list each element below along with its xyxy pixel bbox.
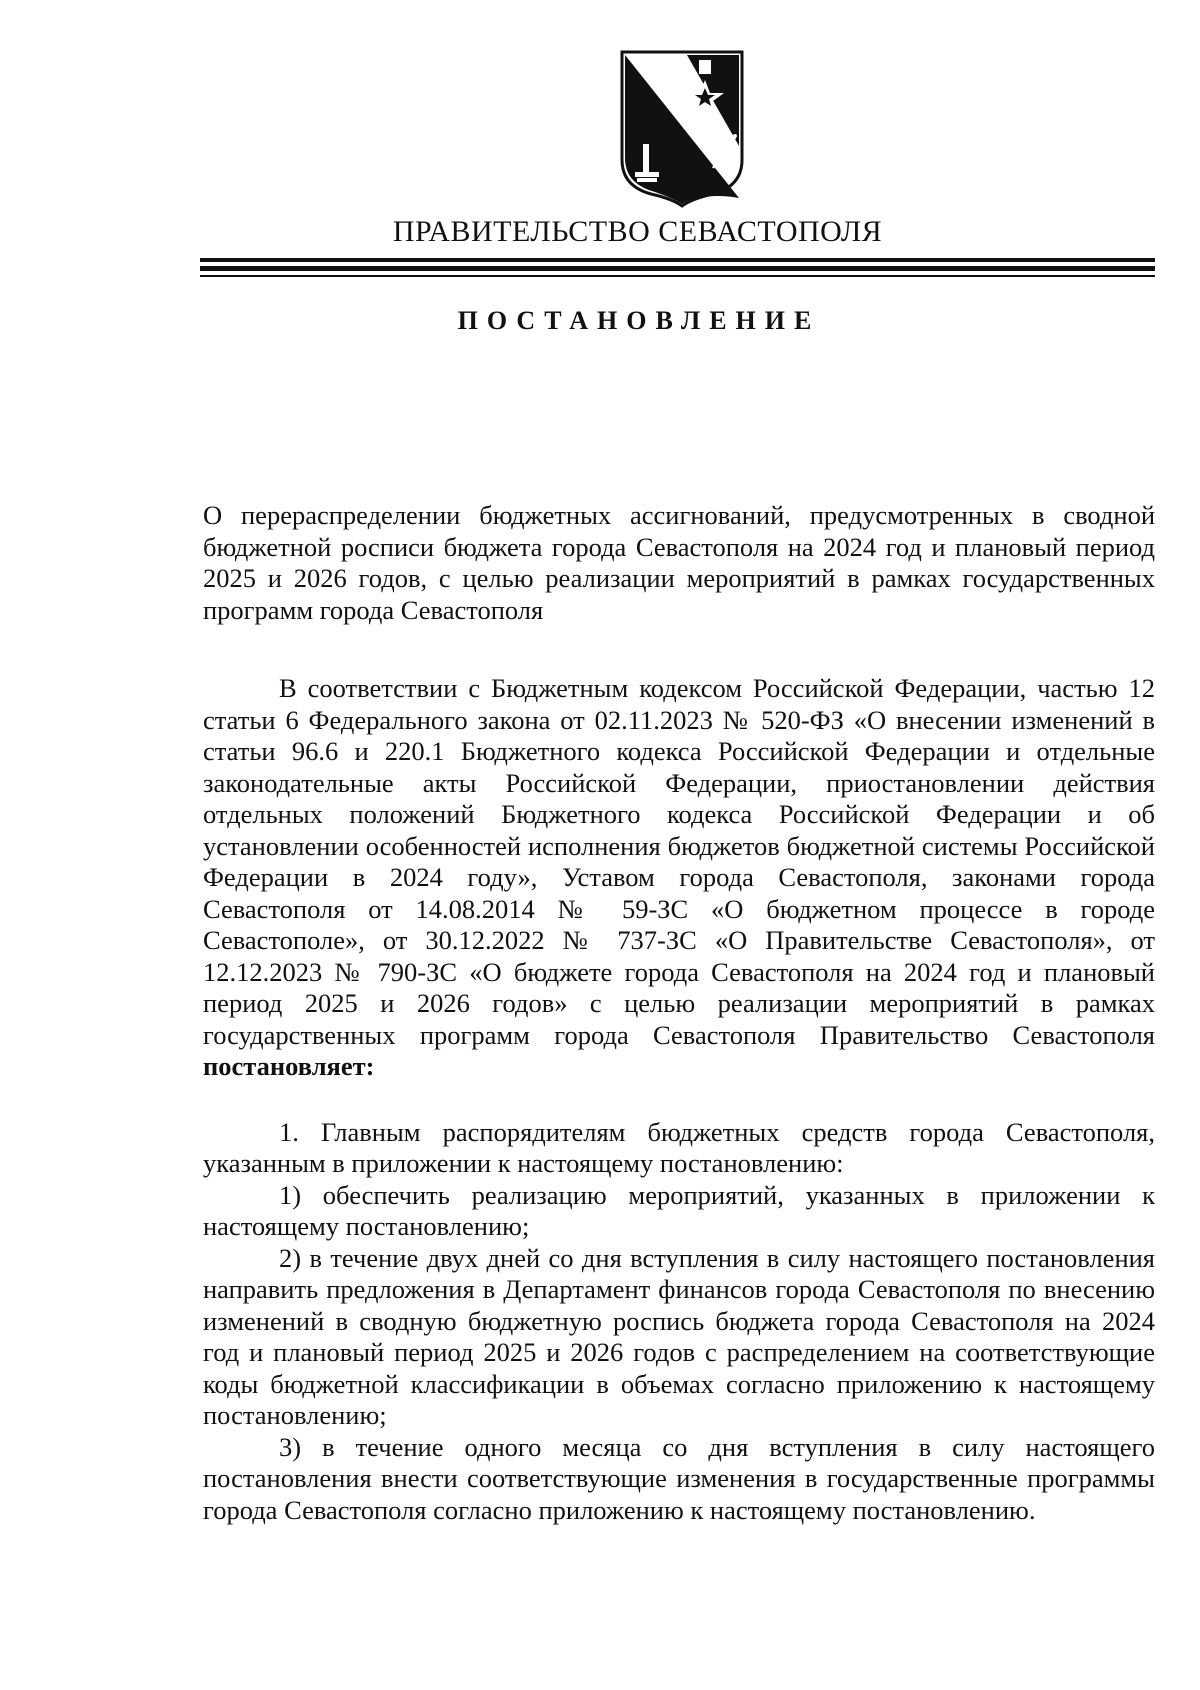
item-1-3: 3) в течение одного месяца со дня вступления в силу настоящего постановления внести соответствующие изменения в государственные программы города Севастополя согласно приложению к настоящему постановлению. [203,1431,1155,1525]
item-1-2: 2) в течение двух дней со дня вступления в силу настоящего постановления направить предложения в Департамент финансов города Севастополя по внесению изменений в сводную бюджетную роспись бюджета города Севастополя на 2024 год и плановый период 2025 и 2026 годов с распределением на соответствующие коды бюджетной классификации в объемах согласно приложению к настоящему постановлению; [203,1242,1155,1430]
item-1: 1. Главным распорядителям бюджетных средств города Севастополя, указанным в приложении к настоящему постановлению: [203,1116,1155,1178]
header-divider-top [200,258,1155,262]
preamble-paragraph [203,673,1155,1083]
document-body [203,673,1155,1526]
document-subject: О перераспределении бюджетных ассигнований, предусмотренных в сводной бюджетной росписи бюджета города Севастополя на 2024 год и плановый период 2025 и 2026 годов, с целью реализации мероприятий в рамках государственных программ города Севастополя [203,500,1155,625]
organization-name: ПРАВИТЕЛЬСТВО СЕВАСТОПОЛЯ [392,215,883,248]
document-type: ПОСТАНОВЛЕНИЕ [457,306,821,335]
item-1-1: 1) обеспечить реализацию мероприятий, указанных в приложении к настоящему постановлению; [203,1179,1155,1241]
preamble-text: В соответствии с Бюджетным кодексом Российской Федерации, частью 12 статьи 6 Федерального закона от 02.11.2023 № 520-ФЗ «О внесении изменений в статьи 96.6 и 220.1 Бюджетного кодекса Российской Федерации и отдельные законодательные акты Российской Федерации, приостановлении действия отдельных положений Бюджетного кодекса Российской Федерации и об установлении особенностей исполнения бюджетов бюджетной системы Российской Федерации в 2024 году», Уставом города Севастополя, законами города Севастополя от 14.08.2014 № 59-ЗС «О бюджетном процессе в городе Севастополе», от 30.12.2022 № 737-ЗС «О Правительстве Севастополя», от 12.12.2023 № 790-ЗС «О бюджете города Севастополя на 2024 год и плановый период 2025 и 2026 годов» с целью реализации мероприятий в рамках государственных программ города Севастополя Правительство Севастополя [203,673,1155,1050]
header-divider-bottom [200,275,1155,277]
sevastopol-coat-of-arms-icon [617,48,747,208]
decision-word: постановляет: [203,1051,375,1081]
header-divider-middle [200,266,1155,271]
